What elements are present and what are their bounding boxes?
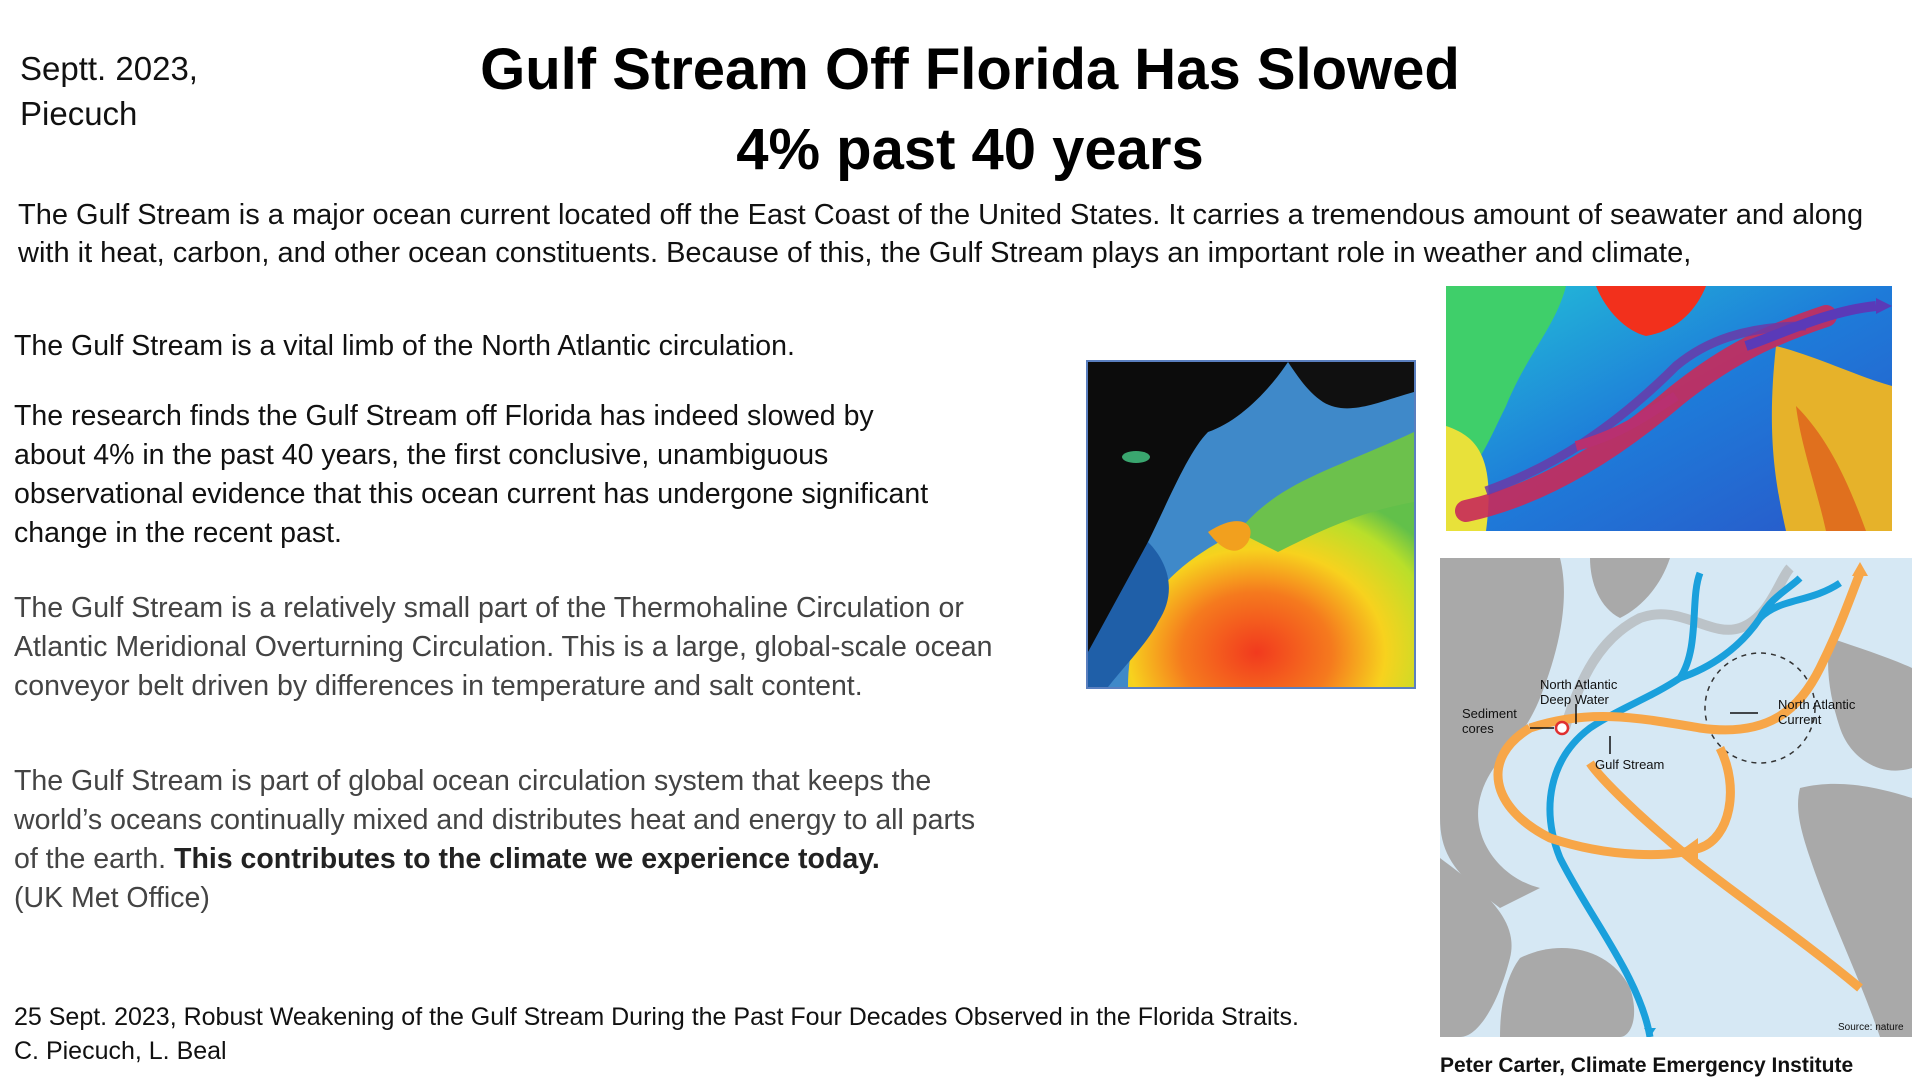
corner-author: Piecuch	[20, 95, 138, 132]
label-nac-2: Current	[1778, 712, 1822, 727]
amoc-diagram	[1440, 558, 1912, 1037]
met-office-source: (UK Met Office)	[14, 882, 210, 914]
label-deep-water-1: North Atlantic	[1540, 677, 1618, 692]
circulation-line-3	[14, 840, 1054, 879]
thermohaline-line-2: Atlantic Meridional Overturning Circulation. This is a large, global-scale ocean	[14, 631, 993, 663]
paragraph-vital-limb: The Gulf Stream is a vital limb of the North Atlantic circulation.	[14, 330, 795, 362]
circulation-line-3-text: of the earth.	[14, 843, 167, 875]
reference-line-2: C. Piecuch, L. Beal	[14, 1037, 227, 1065]
credit: Peter Carter, Climate Emergency Institute	[1440, 1054, 1854, 1077]
paragraph-global-circulation	[14, 762, 1054, 918]
research-line-3: observational evidence that this ocean current has undergone significant	[14, 478, 929, 510]
thc-map-graphic	[1446, 286, 1892, 531]
sst-map-graphic	[1088, 362, 1414, 687]
research-line-1: The research finds the Gulf Stream off Florida has indeed slowed by	[14, 400, 874, 432]
circulation-line-2: world’s oceans continually mixed and distributes heat and energy to all parts	[14, 804, 976, 836]
circulation-line-1: The Gulf Stream is part of global ocean circulation system that keeps the	[14, 765, 932, 797]
label-sediment-2: cores	[1462, 721, 1494, 736]
title-line-2: 4% past 40 years	[736, 117, 1204, 182]
label-deep-water-2: Deep Water	[1540, 692, 1609, 707]
thermohaline-line-3: conveyor belt driven by differences in temperature and salt content.	[14, 670, 863, 702]
intro-line-1: The Gulf Stream is a major ocean current located off the East Coast of the United States. It carries a tremendous amount of seawater and along	[18, 199, 1864, 231]
paragraph-research	[14, 397, 1054, 553]
thermohaline-circulation-map	[1446, 286, 1892, 531]
reference	[14, 1000, 1299, 1068]
label-nac-1: North Atlantic	[1778, 697, 1856, 712]
page-title	[360, 30, 1580, 190]
corner-note	[20, 46, 198, 136]
reference-line-1: 25 Sept. 2023, Robust Weakening of the Gulf Stream During the Past Four Decades Observed in the Florida Straits.	[14, 1003, 1299, 1031]
label-gulf-stream: Gulf Stream	[1595, 757, 1665, 772]
thermohaline-line-1: The Gulf Stream is a relatively small part of the Thermohaline Circulation or	[14, 592, 964, 624]
intro-paragraph	[18, 196, 1898, 272]
intro-line-2: with it heat, carbon, and other ocean constituents. Because of this, the Gulf Stream plays an important role in weather and climate,	[18, 237, 1692, 269]
climate-emphasis: This contributes to the climate we experience today.	[174, 843, 880, 875]
research-line-4: change in the recent past.	[14, 517, 342, 549]
paragraph-thermohaline	[14, 589, 1054, 706]
title-line-1: Gulf Stream Off Florida Has Slowed	[480, 37, 1460, 102]
research-line-2: about 4% in the past 40 years, the first conclusive, unambiguous	[14, 439, 829, 471]
label-sediment-1: Sediment	[1462, 706, 1517, 721]
label-source: Source: nature	[1838, 1022, 1904, 1033]
amoc-map-graphic	[1440, 558, 1912, 1037]
corner-date: Septt. 2023,	[20, 50, 198, 87]
sst-satellite-image	[1086, 360, 1416, 689]
